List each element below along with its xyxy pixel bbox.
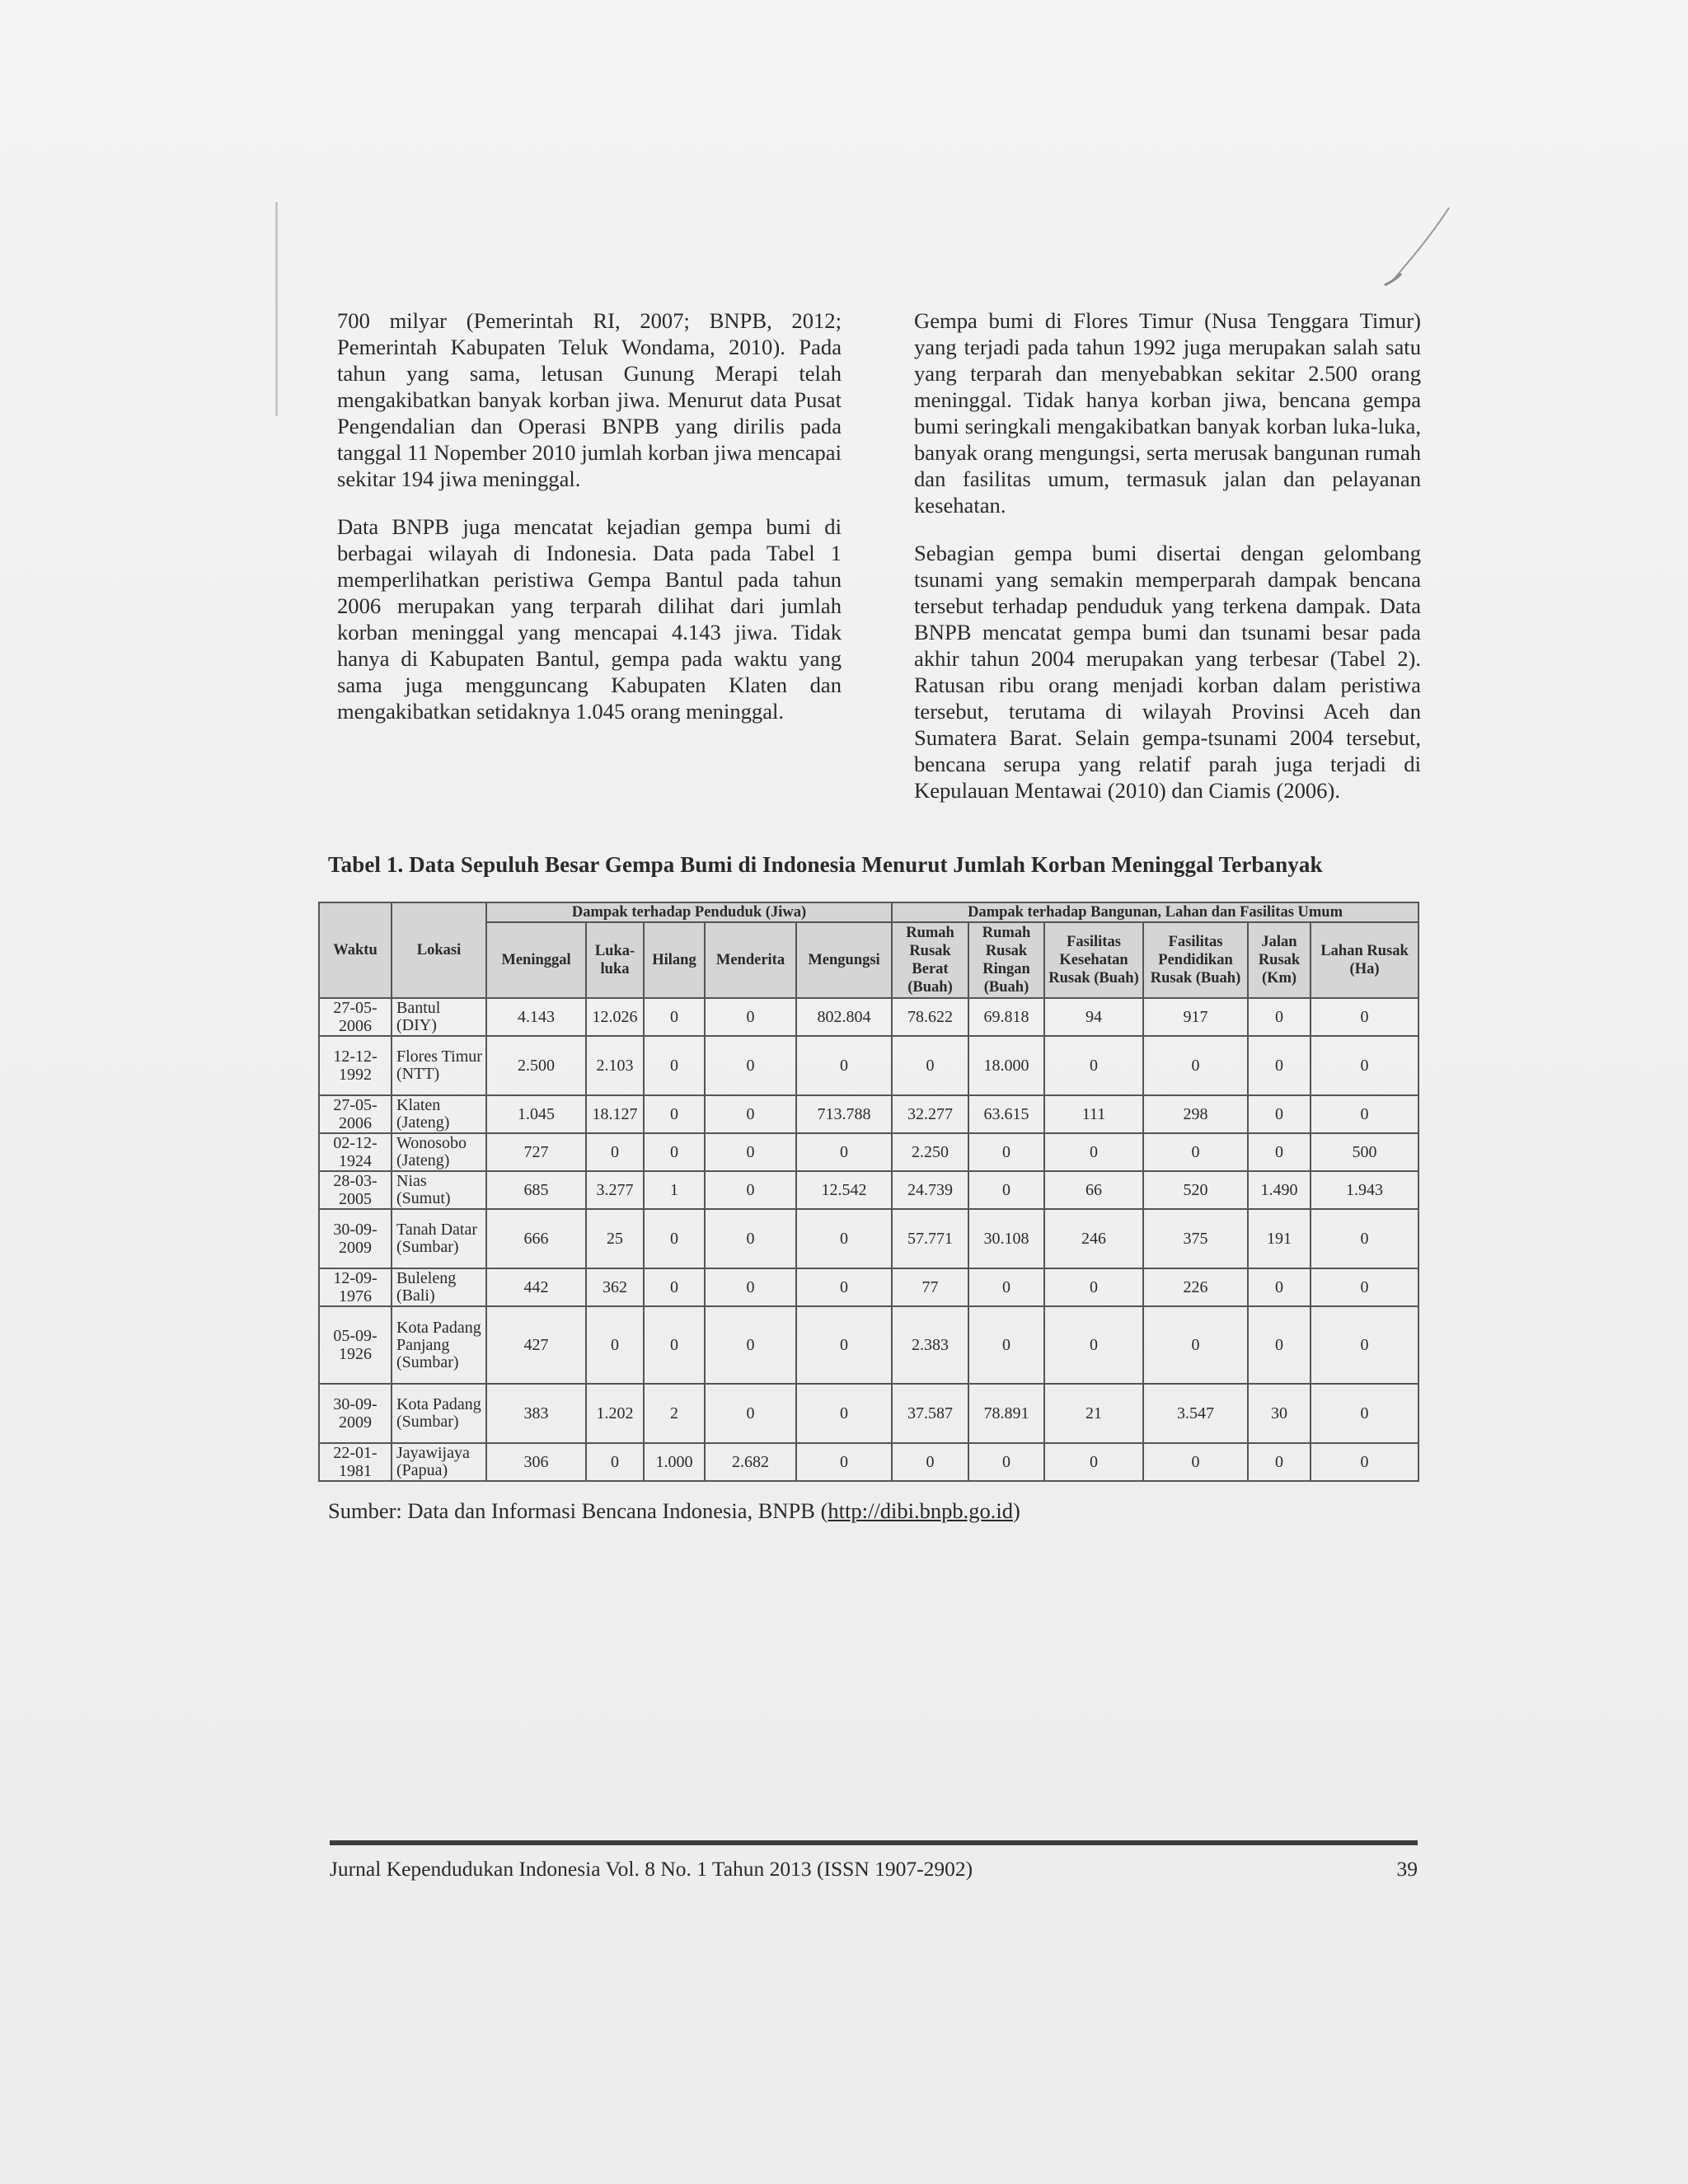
page-number: 39 — [1396, 1857, 1418, 1881]
cell-pendidikan: 298 — [1143, 1095, 1248, 1133]
cell-rumah-ringan: 0 — [968, 1171, 1044, 1209]
cell-waktu: 22-01-1981 — [319, 1443, 392, 1481]
cell-lahan: 0 — [1311, 1095, 1418, 1133]
cell-mengungsi: 713.788 — [796, 1095, 892, 1133]
cell-rumah-ringan: 0 — [968, 1268, 1044, 1306]
cell-mengungsi: 0 — [796, 1268, 892, 1306]
cell-lahan: 0 — [1311, 1209, 1418, 1268]
cell-meninggal: 427 — [486, 1306, 586, 1384]
paragraph: 700 milyar (Pemerintah RI, 2007; BNPB, 2012; Pemerintah Kabupaten Teluk Wondama, 2010). Pada tahun yang sama, letusan Gunung Merapi telah mengakibatkan banyak korban jiwa. Menurut data Pusat Pengendalian dan Operasi BNPB yang dirilis pada tanggal 11 Nopember 2010 jumlah korban jiwa mencapai sekitar 194 jiwa meninggal. — [337, 308, 842, 491]
cell-luka: 0 — [586, 1443, 644, 1481]
header-lokasi: Lokasi — [392, 902, 486, 998]
cell-hilang: 0 — [644, 1133, 705, 1171]
cell-rumah-berat: 37.587 — [892, 1384, 968, 1443]
cell-pendidikan: 0 — [1143, 1306, 1248, 1384]
cell-kesehatan: 111 — [1044, 1095, 1143, 1133]
cell-mengungsi: 0 — [796, 1443, 892, 1481]
cell-lahan: 0 — [1311, 1443, 1418, 1481]
cell-pendidikan: 0 — [1143, 1443, 1248, 1481]
cell-menderita: 0 — [705, 1036, 796, 1095]
cell-menderita: 0 — [705, 1095, 796, 1133]
scan-edge-mark — [275, 202, 278, 416]
table-row — [319, 1095, 1418, 1133]
cell-waktu: 12-09-1976 — [319, 1268, 392, 1306]
cell-kesehatan: 0 — [1044, 1306, 1143, 1384]
table-row — [319, 1133, 1418, 1171]
table-row — [319, 998, 1418, 1036]
cell-lokasi: Kota Padang Panjang (Sumbar) — [392, 1306, 486, 1384]
cell-luka: 12.026 — [586, 998, 644, 1036]
cell-hilang: 0 — [644, 1306, 705, 1384]
cell-jalan: 1.490 — [1248, 1171, 1311, 1209]
cell-rumah-berat: 77 — [892, 1268, 968, 1306]
header-rumah-berat: Rumah Rusak Berat (Buah) — [892, 922, 968, 998]
cell-rumah-ringan: 30.108 — [968, 1209, 1044, 1268]
cell-kesehatan: 66 — [1044, 1171, 1143, 1209]
earthquake-table — [318, 902, 1419, 1482]
cell-waktu: 12-12-1992 — [319, 1036, 392, 1095]
cell-meninggal: 442 — [486, 1268, 586, 1306]
cell-jalan: 0 — [1248, 1443, 1311, 1481]
cell-luka: 1.202 — [586, 1384, 644, 1443]
header-group-penduduk: Dampak terhadap Penduduk (Jiwa) — [486, 902, 892, 922]
paragraph: Data BNPB juga mencatat kejadian gempa bumi di berbagai wilayah di Indonesia. Data pada Tabel 1 memperlihatkan peristiwa Gempa Bantul pada tahun 2006 merupakan yang terparah dilihat dari jumlah korban meninggal yang mencapai 4.143 jiwa. Tidak hanya di Kabupaten Bantul, gempa pada waktu yang sama juga mengguncang Kabupaten Klaten dan mengakibatkan setidaknya 1.045 orang meninggal. — [337, 514, 842, 724]
header-waktu: Waktu — [319, 902, 392, 998]
cell-menderita: 0 — [705, 1209, 796, 1268]
page-footer — [330, 1857, 1418, 1882]
cell-waktu: 30-09-2009 — [319, 1209, 392, 1268]
cell-hilang: 0 — [644, 998, 705, 1036]
cell-meninggal: 666 — [486, 1209, 586, 1268]
footer-rule — [330, 1840, 1418, 1845]
cell-meninggal: 383 — [486, 1384, 586, 1443]
cell-rumah-berat: 0 — [892, 1036, 968, 1095]
cell-hilang: 0 — [644, 1209, 705, 1268]
cell-hilang: 1.000 — [644, 1443, 705, 1481]
cell-mengungsi: 12.542 — [796, 1171, 892, 1209]
source-text: Sumber: Data dan Informasi Bencana Indonesia, BNPB ( — [328, 1498, 828, 1523]
source-link[interactable]: http://dibi.bnpb.go.id — [828, 1498, 1013, 1523]
cell-luka: 0 — [586, 1133, 644, 1171]
cell-pendidikan: 375 — [1143, 1209, 1248, 1268]
left-column — [337, 307, 842, 746]
cell-lokasi: Bantul (DIY) — [392, 998, 486, 1036]
cell-jalan: 191 — [1248, 1209, 1311, 1268]
table-body — [319, 998, 1418, 1481]
table-row — [319, 1209, 1418, 1268]
header-jalan: Jalan Rusak (Km) — [1248, 922, 1311, 998]
cell-hilang: 0 — [644, 1095, 705, 1133]
cell-rumah-berat: 57.771 — [892, 1209, 968, 1268]
paragraph: Gempa bumi di Flores Timur (Nusa Tenggara Timur) yang terjadi pada tahun 1992 juga merupakan salah satu yang terparah dan menyebabkan sekitar 2.500 orang meninggal. Tidak hanya korban jiwa, bencana gempa bumi seringkali mengakibatkan banyak korban luka-luka, banyak orang mengungsi, serta merusak bangunan rumah dan fasilitas umum, termasuk jalan dan pelayanan kesehatan. — [914, 308, 1421, 518]
cell-lahan: 1.943 — [1311, 1171, 1418, 1209]
cell-waktu: 02-12-1924 — [319, 1133, 392, 1171]
cell-rumah-berat: 2.250 — [892, 1133, 968, 1171]
cell-rumah-ringan: 0 — [968, 1306, 1044, 1384]
cell-jalan: 0 — [1248, 998, 1311, 1036]
cell-rumah-berat: 78.622 — [892, 998, 968, 1036]
cell-mengungsi: 0 — [796, 1133, 892, 1171]
header-meninggal: Meninggal — [486, 922, 586, 998]
header-menderita: Menderita — [705, 922, 796, 998]
table-row — [319, 1268, 1418, 1306]
cell-menderita: 0 — [705, 1268, 796, 1306]
cell-hilang: 0 — [644, 1268, 705, 1306]
cell-pendidikan: 0 — [1143, 1133, 1248, 1171]
table-source — [328, 1498, 1020, 1524]
cell-kesehatan: 246 — [1044, 1209, 1143, 1268]
cell-lahan: 0 — [1311, 1306, 1418, 1384]
cell-kesehatan: 0 — [1044, 1036, 1143, 1095]
cell-jalan: 0 — [1248, 1036, 1311, 1095]
cell-menderita: 2.682 — [705, 1443, 796, 1481]
cell-rumah-ringan: 63.615 — [968, 1095, 1044, 1133]
cell-waktu: 30-09-2009 — [319, 1384, 392, 1443]
scan-mark — [1376, 206, 1451, 288]
table-row — [319, 1036, 1418, 1095]
cell-menderita: 0 — [705, 1171, 796, 1209]
cell-meninggal: 2.500 — [486, 1036, 586, 1095]
cell-menderita: 0 — [705, 998, 796, 1036]
cell-jalan: 0 — [1248, 1268, 1311, 1306]
source-text-end: ) — [1012, 1498, 1020, 1523]
cell-meninggal: 4.143 — [486, 998, 586, 1036]
cell-jalan: 30 — [1248, 1384, 1311, 1443]
cell-waktu: 27-05-2006 — [319, 998, 392, 1036]
cell-lahan: 0 — [1311, 1036, 1418, 1095]
cell-rumah-ringan: 0 — [968, 1133, 1044, 1171]
cell-meninggal: 1.045 — [486, 1095, 586, 1133]
cell-meninggal: 685 — [486, 1171, 586, 1209]
cell-rumah-ringan: 18.000 — [968, 1036, 1044, 1095]
cell-rumah-berat: 0 — [892, 1443, 968, 1481]
cell-waktu: 28-03-2005 — [319, 1171, 392, 1209]
cell-lokasi: Jayawijaya (Papua) — [392, 1443, 486, 1481]
header-group-bangunan: Dampak terhadap Bangunan, Lahan dan Fasilitas Umum — [892, 902, 1418, 922]
cell-menderita: 0 — [705, 1384, 796, 1443]
table-row — [319, 1443, 1418, 1481]
cell-kesehatan: 21 — [1044, 1384, 1143, 1443]
header-luka: Luka-luka — [586, 922, 644, 998]
header-kesehatan: Fasilitas Kesehatan Rusak (Buah) — [1044, 922, 1143, 998]
cell-luka: 0 — [586, 1306, 644, 1384]
cell-mengungsi: 0 — [796, 1306, 892, 1384]
right-column — [914, 307, 1421, 825]
cell-rumah-ringan: 0 — [968, 1443, 1044, 1481]
table-row — [319, 1306, 1418, 1384]
cell-hilang: 1 — [644, 1171, 705, 1209]
cell-mengungsi: 802.804 — [796, 998, 892, 1036]
header-mengungsi: Mengungsi — [796, 922, 892, 998]
cell-rumah-ringan: 78.891 — [968, 1384, 1044, 1443]
cell-lokasi: Flores Timur (NTT) — [392, 1036, 486, 1095]
cell-meninggal: 727 — [486, 1133, 586, 1171]
cell-lokasi: Kota Padang (Sumbar) — [392, 1384, 486, 1443]
cell-luka: 3.277 — [586, 1171, 644, 1209]
cell-lahan: 0 — [1311, 1384, 1418, 1443]
cell-mengungsi: 0 — [796, 1036, 892, 1095]
cell-luka: 18.127 — [586, 1095, 644, 1133]
cell-jalan: 0 — [1248, 1095, 1311, 1133]
paragraph: Sebagian gempa bumi disertai dengan gelombang tsunami yang semakin memperparah dampak bencana tersebut terhadap penduduk yang terkena dampak. Data BNPB mencatat gempa bumi dan tsunami besar pada akhir tahun 2004 merupakan yang terbesar (Tabel 2). Ratusan ribu orang menjadi korban dalam peristiwa tersebut, terutama di wilayah Provinsi Aceh dan Sumatera Barat. Selain gempa-tsunami 2004 tersebut, bencana serupa yang relatif parah juga terjadi di Kepulauan Mentawai (2010) dan Ciamis (2006). — [914, 541, 1421, 803]
cell-waktu: 27-05-2006 — [319, 1095, 392, 1133]
journal-citation: Jurnal Kependudukan Indonesia Vol. 8 No. 1 Tahun 2013 (ISSN 1907-2902) — [330, 1857, 973, 1881]
cell-jalan: 0 — [1248, 1306, 1311, 1384]
cell-kesehatan: 0 — [1044, 1133, 1143, 1171]
cell-hilang: 0 — [644, 1036, 705, 1095]
cell-pendidikan: 226 — [1143, 1268, 1248, 1306]
cell-pendidikan: 0 — [1143, 1036, 1248, 1095]
cell-mengungsi: 0 — [796, 1209, 892, 1268]
cell-lahan: 500 — [1311, 1133, 1418, 1171]
cell-pendidikan: 917 — [1143, 998, 1248, 1036]
cell-mengungsi: 0 — [796, 1384, 892, 1443]
header-lahan: Lahan Rusak (Ha) — [1311, 922, 1418, 998]
cell-pendidikan: 520 — [1143, 1171, 1248, 1209]
cell-waktu: 05-09-1926 — [319, 1306, 392, 1384]
cell-hilang: 2 — [644, 1384, 705, 1443]
cell-lokasi: Klaten (Jateng) — [392, 1095, 486, 1133]
header-hilang: Hilang — [644, 922, 705, 998]
cell-lokasi: Tanah Datar (Sumbar) — [392, 1209, 486, 1268]
cell-rumah-berat: 2.383 — [892, 1306, 968, 1384]
table-title: Tabel 1. Data Sepuluh Besar Gempa Bumi di Indonesia Menurut Jumlah Korban Meninggal Terbanyak — [328, 852, 1323, 877]
cell-luka: 2.103 — [586, 1036, 644, 1095]
table-row — [319, 1384, 1418, 1443]
cell-kesehatan: 0 — [1044, 1443, 1143, 1481]
cell-kesehatan: 0 — [1044, 1268, 1143, 1306]
cell-lokasi: Wonosobo (Jateng) — [392, 1133, 486, 1171]
cell-luka: 362 — [586, 1268, 644, 1306]
cell-rumah-ringan: 69.818 — [968, 998, 1044, 1036]
cell-rumah-berat: 32.277 — [892, 1095, 968, 1133]
cell-pendidikan: 3.547 — [1143, 1384, 1248, 1443]
cell-rumah-berat: 24.739 — [892, 1171, 968, 1209]
table-row — [319, 1171, 1418, 1209]
header-pendidikan: Fasilitas Pendidikan Rusak (Buah) — [1143, 922, 1248, 998]
cell-luka: 25 — [586, 1209, 644, 1268]
header-rumah-ringan: Rumah Rusak Ringan (Buah) — [968, 922, 1044, 998]
cell-meninggal: 306 — [486, 1443, 586, 1481]
cell-kesehatan: 94 — [1044, 998, 1143, 1036]
cell-lokasi: Buleleng (Bali) — [392, 1268, 486, 1306]
cell-menderita: 0 — [705, 1133, 796, 1171]
cell-menderita: 0 — [705, 1306, 796, 1384]
cell-lahan: 0 — [1311, 998, 1418, 1036]
cell-lokasi: Nias (Sumut) — [392, 1171, 486, 1209]
cell-lahan: 0 — [1311, 1268, 1418, 1306]
cell-jalan: 0 — [1248, 1133, 1311, 1171]
